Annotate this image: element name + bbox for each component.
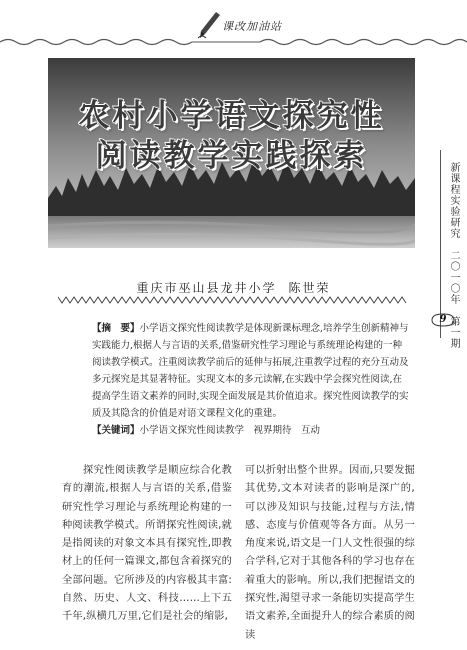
article-title-line-1: 农村小学语文探究性: [78, 98, 385, 134]
journal-info: 新课程实验研究 二〇一〇年 第一期: [448, 162, 459, 349]
body-paragraph-right: 可以折射出整个世界。因而,只要发掘其优势,文本对读者的影响是深广的,可以涉及知识与技能,过程与方法,情感、态度与价值观等各方面。从另一角度来说,语文是一门人文性很强的综合学科,它对于其他各科的学习也存在着重大的影响。所以,我们把握语文的探究性,渴望寻求一条能切实提高学生语文素养,全面提升人的综合素质的阅读: [245, 465, 415, 641]
keywords-paragraph: [92, 422, 410, 439]
abstract-paragraph: [92, 320, 410, 422]
decorative-zigzag-divider: [58, 296, 408, 304]
author-affiliation: 重庆市巫山县龙井小学: [136, 281, 277, 295]
body-paragraph-left: 探究性阅读教学是顺应综合化教育的潮流,根据人与言语的关系,借鉴研究性学习理论与系统理论构建的一种阅读教学模式。所谓探究性阅读,就是指阅读的对象文本具有探究性,即教材上的任何一篇课文,都包含着探究的全部问题。它所涉及的内容极其丰富:自然、历史、人文、科技……上下五千年,纵横几万里,它们是社会的缩影,: [62, 465, 232, 623]
body-column-right: [245, 462, 415, 645]
author-name: 陈世荣: [288, 281, 331, 295]
pen-icon: [196, 10, 222, 40]
abstract-label: 【摘 要】: [92, 323, 140, 334]
abstract-block: [92, 320, 410, 439]
body-column-left: [62, 462, 232, 627]
page-number: 9: [439, 314, 447, 325]
column-title: 课改加油站: [222, 20, 282, 33]
article-title-line-2: 阅读教学实践探索: [95, 138, 368, 174]
author-line: [0, 279, 467, 296]
sidebar-divider: [440, 150, 441, 338]
page-header: [0, 0, 467, 60]
keywords-label: 【关键词】: [92, 425, 140, 436]
header-squiggle-line: [0, 36, 467, 48]
hero-banner: [48, 58, 415, 248]
journal-sidebar: [424, 150, 467, 380]
abstract-text: 小学语文探究性阅读教学是体现新课标理念,培养学生创新精神与实践能力,根据人与言语的关系,借鉴研究性学习理论与系统理论构建的一种阅读教学模式。注重阅读教学前后的延伸与拓展,注重教学过程的充分互动及多元探究是其显著特征。实现文本的多元读解,在实践中学会探究性阅读,在提高学生语文素养的同时,实现全面发展是其价值追求。探究性阅读教学的实质及其隐含的价值是对语文课程文化的重建。: [92, 323, 409, 419]
keywords-text: 小学语文探究性阅读教学 视界期待 互动: [139, 425, 321, 436]
page-number-badge: [430, 312, 456, 328]
